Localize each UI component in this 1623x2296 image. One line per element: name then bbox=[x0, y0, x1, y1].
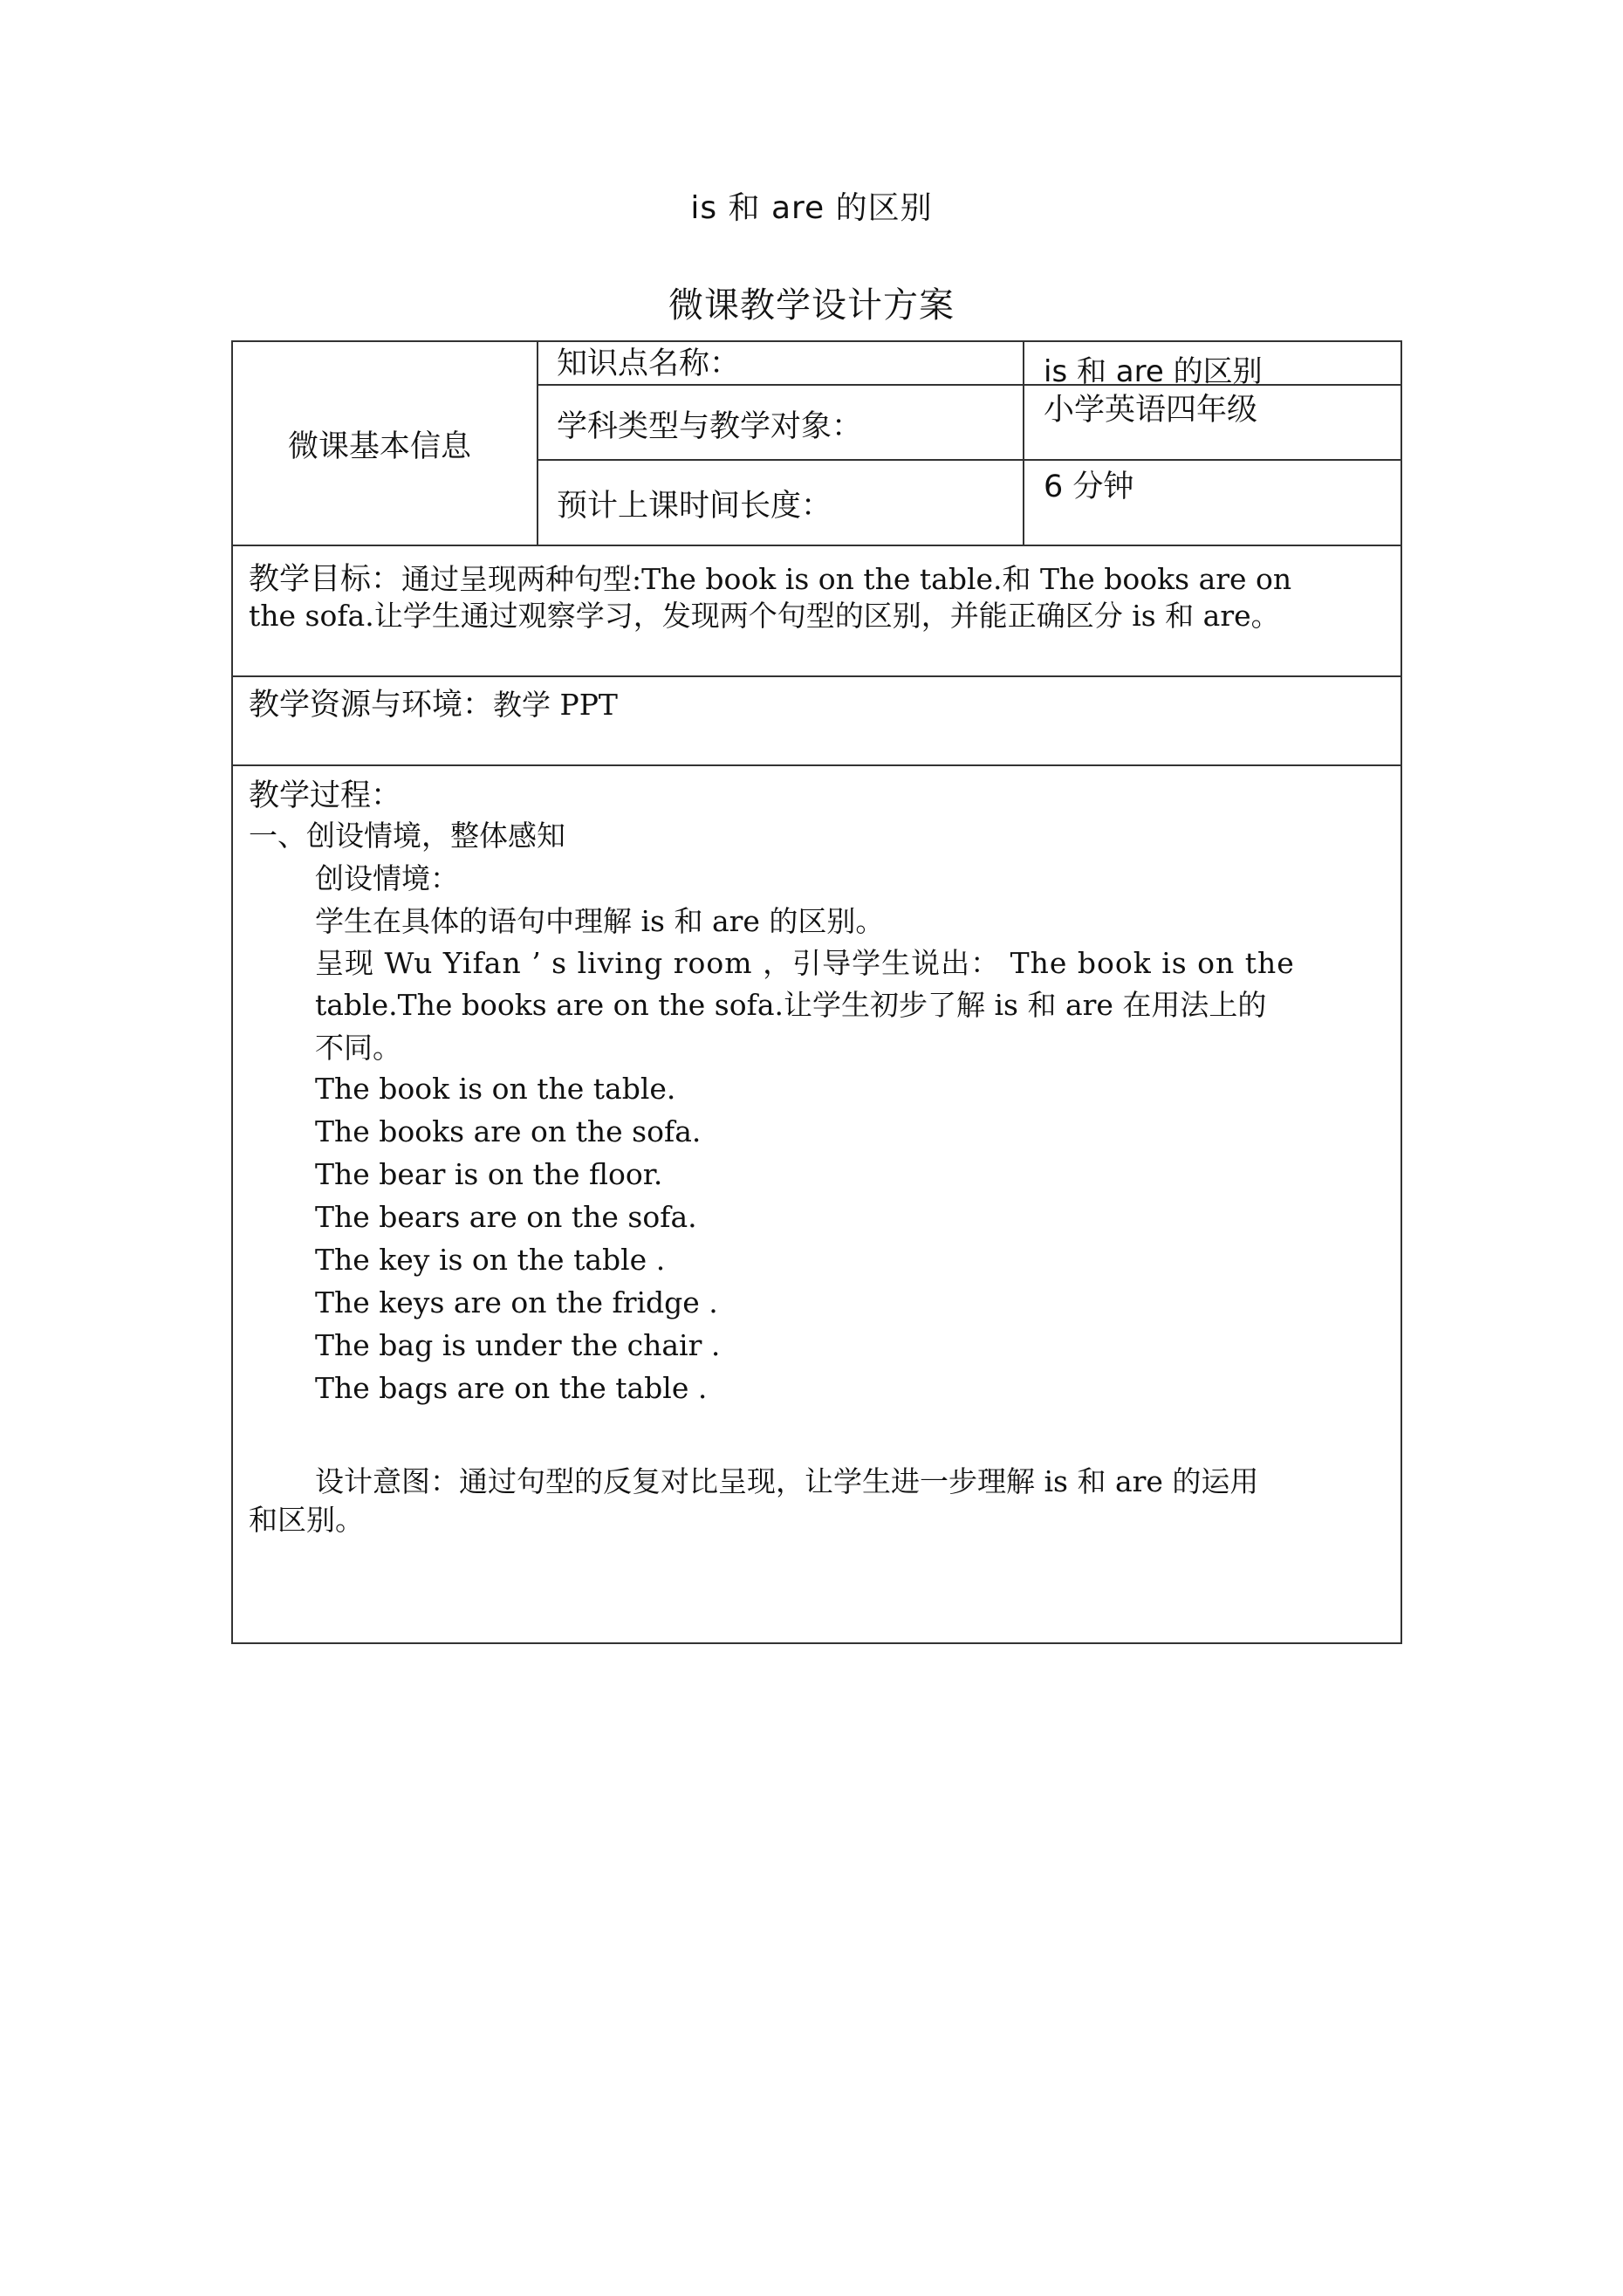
process-sub-title: 创设情境： bbox=[315, 861, 459, 895]
topic-name-value: is 和 are 的区别 bbox=[1044, 354, 1263, 389]
example-sentence: The bag is under the chair . bbox=[315, 1328, 721, 1362]
example-sentence: The bags are on the table . bbox=[315, 1371, 708, 1405]
example-sentence: The key is on the table . bbox=[315, 1243, 666, 1277]
info-row-divider-2 bbox=[537, 459, 1402, 461]
goal-label: 教学目标： bbox=[249, 562, 402, 597]
process-present-line-2: table.The books are on the sofa.让学生初步了解 is 和 are 在用法上的 bbox=[315, 988, 1267, 1022]
process-label: 教学过程： bbox=[249, 778, 402, 813]
info-section-label: 微课基本信息 bbox=[288, 429, 472, 464]
example-sentence: The book is on the table. bbox=[315, 1072, 676, 1106]
example-sentence: The bear is on the floor. bbox=[315, 1157, 663, 1191]
example-sentence: The keys are on the fridge . bbox=[315, 1285, 718, 1319]
process-step-1-title: 一、创设情境，整体感知 bbox=[249, 819, 565, 853]
info-col-divider-1 bbox=[537, 340, 538, 546]
goal-bottom-divider bbox=[231, 675, 1402, 677]
document-title: is 和 are 的区别 bbox=[690, 190, 933, 226]
process-intro: 学生在具体的语句中理解 is 和 are 的区别。 bbox=[315, 904, 885, 938]
info-bottom-divider bbox=[231, 545, 1402, 546]
document-subtitle: 微课教学设计方案 bbox=[668, 285, 955, 326]
design-intent-line-1: 设计意图：通过句型的反复对比呈现，让学生进一步理解 is 和 are 的运用 bbox=[315, 1464, 1259, 1498]
goal-line-1 bbox=[249, 555, 1397, 599]
process-present-line-1: 呈现 Wu Yifan ’ s living room ，引导学生说出： The book is on the bbox=[315, 946, 1295, 980]
process-present-line-3: 不同。 bbox=[315, 1031, 401, 1065]
example-sentence: The bears are on the sofa. bbox=[315, 1200, 697, 1234]
subject-audience-label: 学科类型与教学对象： bbox=[557, 409, 863, 444]
resources-line bbox=[249, 681, 618, 724]
design-intent-line-2: 和区别。 bbox=[249, 1503, 364, 1537]
subject-audience-value: 小学英语四年级 bbox=[1044, 393, 1258, 428]
resources-label: 教学资源与环境： bbox=[249, 688, 494, 723]
resources-value: 教学 PPT bbox=[493, 688, 618, 722]
info-row-divider-1 bbox=[537, 384, 1402, 386]
duration-label: 预计上课时间长度： bbox=[557, 489, 832, 524]
resources-bottom-divider bbox=[231, 764, 1402, 766]
goal-text-1: 通过呈现两种句型:The book is on the table.和 The books are on bbox=[401, 562, 1292, 596]
example-sentence: The books are on the sofa. bbox=[315, 1114, 702, 1148]
info-col-divider-2 bbox=[1023, 340, 1024, 546]
topic-name-label: 知识点名称： bbox=[557, 346, 741, 381]
duration-value: 6 分钟 bbox=[1044, 469, 1134, 504]
goal-line-2: the sofa.让学生通过观察学习，发现两个句型的区别，并能正确区分 is 和 are。 bbox=[249, 599, 1280, 633]
